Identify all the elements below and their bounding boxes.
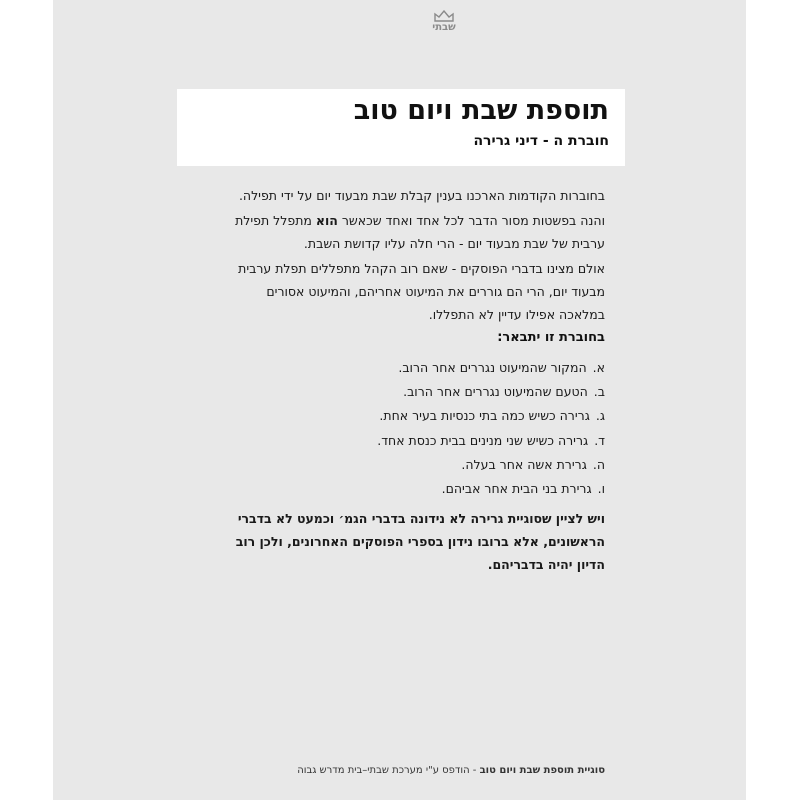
list-item: ג.גרירה כשיש כמה בתי כנסיות בעיר אחת. [379, 408, 605, 424]
list-item: ה.גרירת אשה אחר בעלה. [461, 456, 605, 472]
paragraph-2: והנה בפשטות מסור הדבר לכל אחד ואחד שכאשר הוא מתפלל תפילת ערבית של שבת מבעוד יום - הרי חלה עליו קדושת השבת. [235, 213, 605, 251]
section-heading: בחוברת זו יתבאר: [497, 330, 605, 345]
page-subtitle: חוברת ה - דיני גרירה [473, 133, 609, 149]
list-item: א.המקור שהמיעוט נגררים אחר הרוב. [398, 360, 605, 375]
title-box [177, 89, 625, 166]
page-title: תוספת שבת ויום טוב [353, 95, 609, 126]
footer-credit: - הודפס ע"י מערכת שבתי–בית מדרש גבוה [297, 765, 480, 776]
list-item: ו.גרירת בני הבית אחר אביהם. [441, 480, 605, 496]
footer-title: סוגיית תוספת שבת ויום טוב [479, 765, 605, 776]
list-item: ב.הטעם שהמיעוט נגררים אחר הרוב. [403, 384, 605, 400]
list-item: ד.גרירה כשיש שני מנינים בבית כנסת אחד. [377, 432, 605, 448]
topics-list [293, 356, 605, 501]
paragraph-1: בחוברות הקודמות הארכנו בענין קבלת שבת מבעוד יום על ידי תפילה. [238, 188, 605, 203]
document-page [53, 0, 746, 800]
logo-text: שבתי [432, 22, 456, 33]
paragraph-3: אולם מצינו בדברי הפוסקים - שאם רוב הקהל מתפללים תפלת ערבית מבעוד יום, הרי הם גוררים את המיעוט אחריהם, והמיעוט אסורים במלאכה אפילו עדיין לא התפללו. [238, 261, 605, 322]
crown-icon [433, 10, 455, 22]
intro-text [235, 184, 605, 328]
closing-paragraph: ויש לציין שסוגיית גרירה לא נידונה בדברי הגמ׳ וכמעט לא בדברי הראשונים, אלא ברובו נידון בספרי הפוסקים האחרונים, ולכן רוב הדיון יהיה בדבריהם. [235, 511, 605, 572]
logo [429, 10, 459, 44]
page-footer [243, 765, 605, 776]
